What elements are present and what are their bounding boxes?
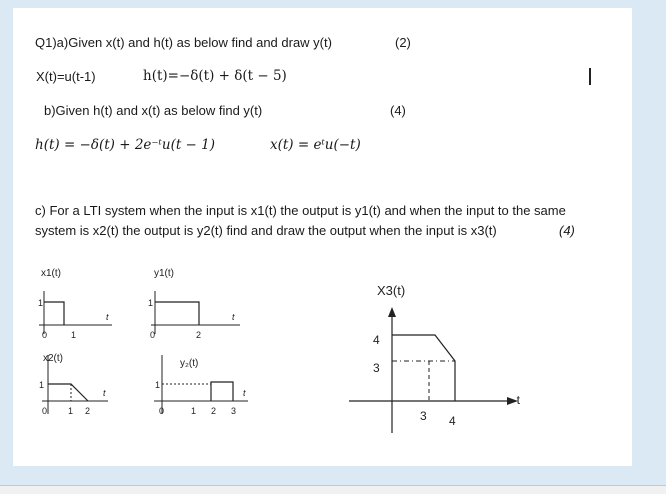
x2-t-label: t [103, 388, 106, 398]
x3-plot [343, 270, 523, 438]
y2-tick-0: 0 [159, 406, 165, 416]
q1b-title: b)Given h(t) and x(t) as below find y(t) [44, 103, 263, 118]
y2-amplitude-label: 1 [155, 380, 161, 390]
y1-tick-0: 0 [150, 330, 156, 340]
x3-t-label: t [516, 393, 520, 407]
y2-tick-1: 1 [191, 406, 197, 416]
q1b-marks: (4) [390, 103, 406, 118]
y1-label: y1(t) [154, 268, 174, 279]
y2-signal [211, 382, 233, 401]
y2-label: y₂(t) [180, 358, 199, 369]
text-cursor [589, 68, 591, 85]
q1b-x-equation: x(t) = eᵗu(−t) [270, 137, 361, 153]
x1-label: x1(t) [41, 268, 61, 279]
x2-tick-2: 2 [85, 406, 91, 416]
x2-label: x2(t) [43, 353, 63, 364]
x2-signal [48, 384, 88, 401]
x3-ylabel-3: 3 [373, 361, 380, 375]
x3-tick-4: 4 [449, 414, 456, 428]
y1-signal [155, 302, 199, 325]
y2-tick-2: 2 [211, 406, 217, 416]
y2-tick-3: 3 [231, 406, 237, 416]
x3-y-arrowhead [388, 307, 396, 317]
y2-guide-dash [162, 384, 211, 401]
y2-t-label: t [243, 388, 246, 398]
q1a-x-definition: X(t)=u(t-1) [36, 69, 96, 84]
x2-amplitude-label: 1 [39, 380, 45, 390]
q1c-line1: c) For a LTI system when the input is x1(t) the output is y1(t) and when the input to the same [35, 203, 566, 218]
x1-tick-0: 0 [42, 330, 48, 340]
y1-tick-2: 2 [196, 330, 202, 340]
x2-tick-0: 0 [42, 406, 48, 416]
x3-label: X3(t) [377, 283, 406, 298]
x1-amplitude-label: 1 [38, 298, 44, 308]
signal-plots-panel [28, 263, 278, 423]
y1-t-label: t [232, 312, 235, 322]
x1-t-label: t [106, 312, 109, 322]
x1-tick-1: 1 [71, 330, 77, 340]
document-page [13, 8, 632, 466]
q1b-h-equation: h(t) = −δ(t) + 2e⁻ᵗu(t − 1) [35, 137, 216, 153]
x2-tick-1: 1 [68, 406, 74, 416]
x1-signal [44, 302, 64, 325]
q1c-marks: (4) [559, 223, 575, 238]
x3-ylabel-4: 4 [373, 333, 380, 347]
y1-amplitude-label: 1 [148, 298, 154, 308]
x3-tick-3: 3 [420, 409, 427, 423]
q1c-line2: system is x2(t) the output is y2(t) find and draw the output when the input is x3(t) [35, 223, 497, 238]
q1a-h-definition: h(t)=−δ(t) + δ(t − 5) [143, 68, 287, 84]
q1a-title: Q1)a)Given x(t) and h(t) as below find and draw y(t) [35, 35, 332, 50]
x3-signal [392, 335, 455, 401]
q1a-marks: (2) [395, 35, 411, 50]
